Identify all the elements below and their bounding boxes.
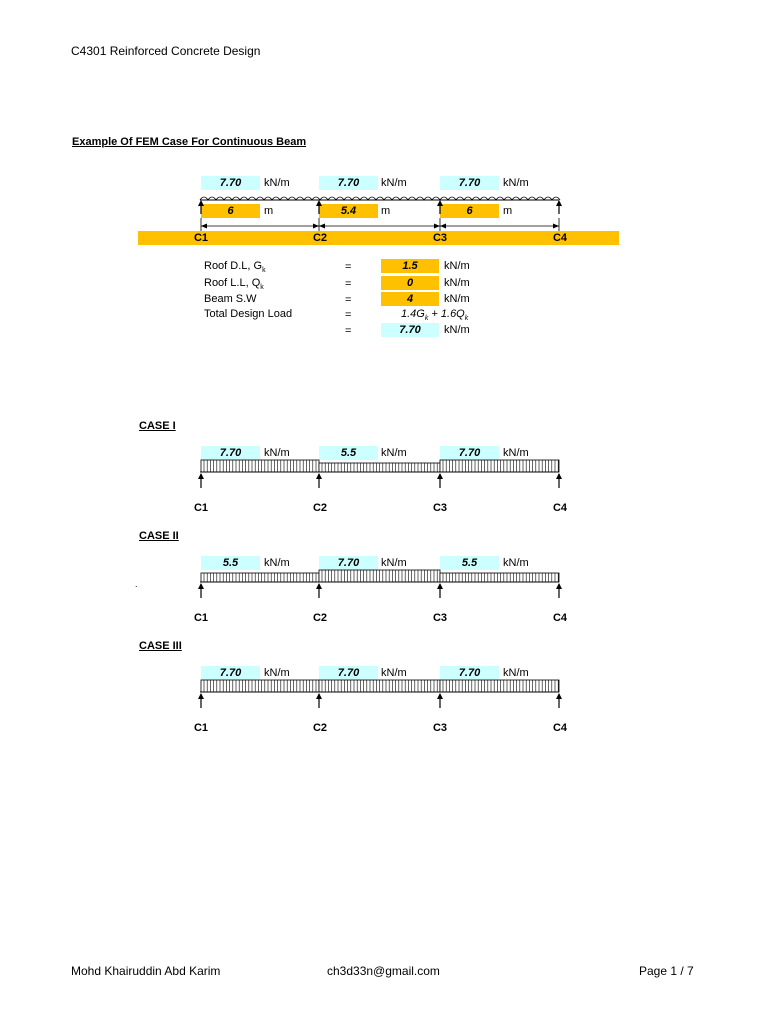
load-unit-2: kN/m (381, 177, 407, 189)
course-title: C4301 Reinforced Concrete Design (71, 44, 261, 58)
case-title: CASE I (139, 420, 176, 432)
load-row-unit: kN/m (444, 277, 470, 289)
equals-sign: = (345, 278, 352, 290)
case-column-label: C4 (552, 612, 568, 624)
case-span-load: 7.70 (440, 446, 499, 460)
load-row-unit: kN/m (444, 260, 470, 272)
case-load-unit: kN/m (381, 667, 407, 679)
span-load-3: 7.70 (440, 176, 499, 190)
total-load-value: 7.70 (381, 323, 439, 337)
case-load-unit: kN/m (503, 667, 529, 679)
case-column-label: C2 (312, 502, 328, 514)
case-load-unit: kN/m (264, 447, 290, 459)
case-load-unit: kN/m (381, 447, 407, 459)
load-row-label: Roof D.L, $G_k$ (204, 260, 266, 275)
span-length-1: 6 (201, 204, 260, 218)
length-unit-3: m (503, 205, 513, 217)
span-length-2: 5.4 (319, 204, 378, 218)
equals-sign: = (345, 309, 352, 321)
case-title: CASE II (139, 530, 179, 542)
equals-sign: = (345, 261, 352, 273)
load-unit-3: kN/m (503, 177, 529, 189)
case-column-label: C4 (552, 502, 568, 514)
load-row-unit: kN/m (444, 293, 470, 305)
length-unit-1: m (264, 205, 274, 217)
span-load-1: 7.70 (201, 176, 260, 190)
footer-page-number: Page 1 / 7 (639, 964, 694, 978)
column-label-c2: C2 (312, 232, 328, 244)
case-span-load: 7.70 (319, 556, 378, 570)
case-column-label: C3 (432, 502, 448, 514)
total-load-formula: $1.4G_k + 1.6Q_k$ (401, 308, 469, 323)
case-column-label: C2 (312, 612, 328, 624)
case-column-label: C4 (552, 722, 568, 734)
distributed-load-block (201, 680, 319, 692)
column-label-c1: C1 (193, 232, 209, 244)
distributed-load-block (440, 680, 559, 692)
column-label-c3: C3 (432, 232, 448, 244)
support-arrow-head (316, 693, 322, 699)
total-load-label: Total Design Load (204, 308, 293, 320)
case-column-label: C1 (193, 722, 209, 734)
equals-sign: = (345, 325, 352, 337)
case-load-unit: kN/m (503, 447, 529, 459)
load-row-label: Roof L.L, $Q_k$ (204, 277, 264, 292)
case-load-unit: kN/m (503, 557, 529, 569)
load-row-value: 4 (381, 292, 439, 306)
support-arrow-head (198, 693, 204, 699)
case-span-load: 7.70 (440, 666, 499, 680)
case-load-unit: kN/m (264, 557, 290, 569)
load-row-label: Beam S.W (204, 293, 257, 305)
load-row-value: 0 (381, 276, 439, 290)
load-row-value: 1.5 (381, 259, 439, 273)
case-load-unit: kN/m (264, 667, 290, 679)
case-title: CASE III (139, 640, 182, 652)
equals-sign: = (345, 294, 352, 306)
case-span-load: 5.5 (440, 556, 499, 570)
case-column-label: C2 (312, 722, 328, 734)
case-column-label: C1 (193, 502, 209, 514)
case-column-label: C3 (432, 612, 448, 624)
case-span-load: 7.70 (319, 666, 378, 680)
case-span-load: 7.70 (201, 666, 260, 680)
column-label-c4: C4 (552, 232, 568, 244)
case-column-label: C1 (193, 612, 209, 624)
example-title: Example Of FEM Case For Continuous Beam (72, 136, 307, 148)
stray-mark: . (135, 579, 138, 589)
support-arrow-head (437, 693, 443, 699)
span-length-3: 6 (440, 204, 499, 218)
footer-email: ch3d33n@gmail.com (327, 964, 440, 978)
case-span-load: 5.5 (319, 446, 378, 460)
case-column-label: C3 (432, 722, 448, 734)
footer-author: Mohd Khairuddin Abd Karim (71, 964, 221, 978)
load-unit-1: kN/m (264, 177, 290, 189)
case-load-unit: kN/m (381, 557, 407, 569)
case-span-load: 5.5 (201, 556, 260, 570)
span-load-2: 7.70 (319, 176, 378, 190)
support-arrow-head (556, 693, 562, 699)
total-load-unit: kN/m (444, 324, 470, 336)
length-unit-2: m (381, 205, 391, 217)
case-span-load: 7.70 (201, 446, 260, 460)
